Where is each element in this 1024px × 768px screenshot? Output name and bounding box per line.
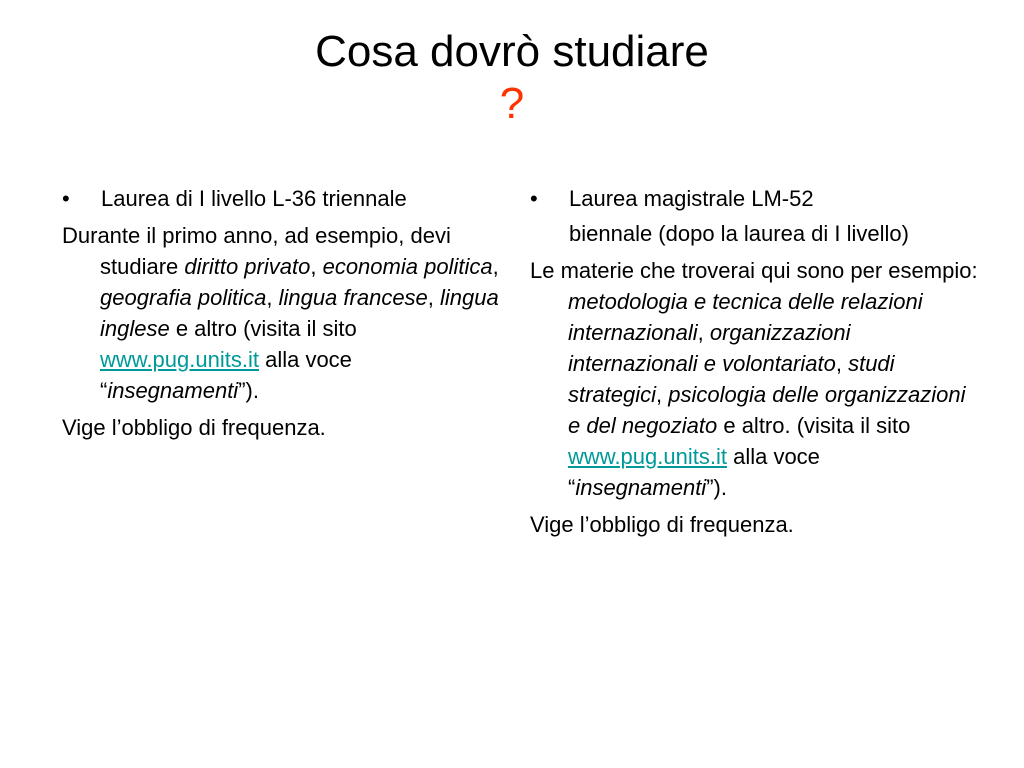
text-run: ”). bbox=[238, 378, 259, 403]
subject-italic: lingua inglese bbox=[100, 285, 499, 341]
subject-italic: metodologia e tecnica delle relazioni internazionali bbox=[568, 289, 923, 345]
right-column bbox=[530, 183, 978, 540]
right-paragraph-subjects bbox=[530, 255, 978, 503]
right-bullet-text: Laurea magistrale LM-52 bbox=[569, 186, 814, 211]
subject-italic: psicologia delle organizzazioni e del negoziato bbox=[568, 382, 966, 438]
right-bullet-item bbox=[530, 183, 978, 214]
slide-title-block bbox=[0, 26, 1024, 130]
separator: , bbox=[656, 382, 669, 407]
right-bullet-continuation: biennale (dopo la laurea di I livello) bbox=[569, 221, 909, 246]
text-run: alla voce “ bbox=[100, 347, 352, 403]
bullet-icon: • bbox=[530, 186, 538, 211]
subject-italic: organizzazioni internazionali e volontariato bbox=[568, 320, 851, 376]
left-paragraph-subjects bbox=[62, 220, 502, 406]
website-link[interactable]: www.pug.units.it bbox=[100, 347, 259, 372]
website-link[interactable]: www.pug.units.it bbox=[568, 444, 727, 469]
bullet-icon: • bbox=[62, 186, 70, 211]
insegnamenti-italic: insegnamenti bbox=[107, 378, 239, 403]
subject-italic: lingua francese bbox=[278, 285, 428, 310]
separator: , bbox=[697, 320, 710, 345]
subject-italic: geografia politica bbox=[100, 285, 267, 310]
separator: , bbox=[492, 254, 499, 279]
text-run: ”). bbox=[706, 475, 727, 500]
left-attendance-note: Vige l’obbligo di frequenza. bbox=[62, 415, 326, 440]
text-run: e altro (visita il sito bbox=[169, 316, 357, 341]
text-run: alla voce “ bbox=[568, 444, 820, 500]
text-run: e altro. (visita il sito bbox=[717, 413, 911, 438]
separator: , bbox=[427, 285, 441, 310]
left-bullet-item bbox=[62, 183, 502, 214]
separator: , bbox=[266, 285, 279, 310]
separator: , bbox=[835, 351, 849, 376]
text-run: Le materie che troverai qui sono per esempio: bbox=[530, 258, 978, 283]
separator: , bbox=[310, 254, 323, 279]
insegnamenti-italic: insegnamenti bbox=[575, 475, 707, 500]
left-column bbox=[62, 183, 502, 443]
subject-italic: diritto privato bbox=[184, 254, 311, 279]
slide-title: Cosa dovrò studiare bbox=[315, 27, 709, 76]
subject-italic: economia politica bbox=[322, 254, 493, 279]
left-bullet-text: Laurea di I livello L-36 triennale bbox=[101, 186, 407, 211]
text-run: Durante il primo anno, ad esempio, devi studiare bbox=[62, 223, 451, 279]
title-question-mark: ? bbox=[499, 79, 525, 128]
subject-italic: studi strategici bbox=[568, 351, 895, 407]
right-attendance-note: Vige l’obbligo di frequenza. bbox=[530, 512, 794, 537]
